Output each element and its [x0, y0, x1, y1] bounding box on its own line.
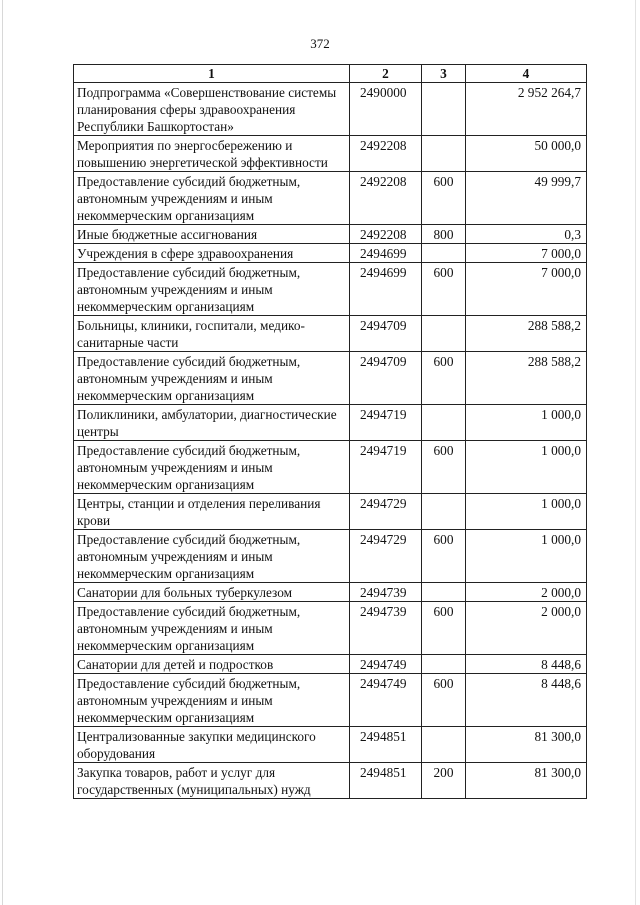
- row-code-cell: 2494709: [350, 352, 422, 405]
- row-amount-cell: 0,3: [466, 225, 587, 244]
- row-amount-cell: 7 000,0: [466, 244, 587, 263]
- row-name-cell: Закупка товаров, работ и услуг для государственных (муниципальных) нужд: [74, 763, 350, 799]
- table-row: [74, 763, 587, 799]
- row-type-cell: 200: [422, 763, 466, 799]
- row-amount-cell: 288 588,2: [466, 316, 587, 352]
- table-row: [74, 530, 587, 583]
- table-row: [74, 136, 587, 172]
- row-code-cell: 2494739: [350, 583, 422, 602]
- row-name-cell: Подпрограмма «Совершенствование системы планирования сферы здравоохранения Республики Башкортостан»: [74, 83, 350, 136]
- table-row: [74, 316, 587, 352]
- row-amount-cell: 8 448,6: [466, 674, 587, 727]
- row-amount-cell: 7 000,0: [466, 263, 587, 316]
- row-amount-cell: 2 952 264,7: [466, 83, 587, 136]
- row-type-cell: 600: [422, 352, 466, 405]
- table-row: [74, 602, 587, 655]
- table-header-row: [74, 65, 587, 83]
- page-number: 372: [310, 36, 330, 51]
- row-code-cell: 2494719: [350, 441, 422, 494]
- table-body: [74, 83, 587, 799]
- row-type-cell: [422, 316, 466, 352]
- row-name-cell: Предоставление субсидий бюджетным, автономным учреждениям и иным некоммерческим организациям: [74, 674, 350, 727]
- row-type-cell: 600: [422, 602, 466, 655]
- table-row: [74, 263, 587, 316]
- table-row: [74, 172, 587, 225]
- row-code-cell: 2494749: [350, 674, 422, 727]
- row-type-cell: [422, 583, 466, 602]
- header-col-1: 1: [74, 65, 350, 83]
- row-type-cell: 600: [422, 441, 466, 494]
- row-code-cell: 2492208: [350, 172, 422, 225]
- header-col-2: 2: [350, 65, 422, 83]
- row-code-cell: 2494739: [350, 602, 422, 655]
- row-type-cell: [422, 83, 466, 136]
- row-name-cell: Предоставление субсидий бюджетным, автономным учреждениям и иным некоммерческим организациям: [74, 352, 350, 405]
- row-name-cell: Предоставление субсидий бюджетным, автономным учреждениям и иным некоммерческим организациям: [74, 263, 350, 316]
- row-amount-cell: 81 300,0: [466, 727, 587, 763]
- row-code-cell: 2494729: [350, 530, 422, 583]
- row-name-cell: Предоставление субсидий бюджетным, автономным учреждениям и иным некоммерческим организациям: [74, 172, 350, 225]
- table-row: [74, 494, 587, 530]
- row-amount-cell: 1 000,0: [466, 530, 587, 583]
- header-col-3: 3: [422, 65, 466, 83]
- row-amount-cell: 49 999,7: [466, 172, 587, 225]
- row-code-cell: 2492208: [350, 136, 422, 172]
- row-code-cell: 2494749: [350, 655, 422, 674]
- row-name-cell: Центры, станции и отделения переливания крови: [74, 494, 350, 530]
- table-row: [74, 352, 587, 405]
- row-code-cell: 2494719: [350, 405, 422, 441]
- row-type-cell: [422, 136, 466, 172]
- row-code-cell: 2494851: [350, 763, 422, 799]
- table-row: [74, 83, 587, 136]
- scan-edge-right: [635, 0, 636, 905]
- row-type-cell: [422, 655, 466, 674]
- table-row: [74, 405, 587, 441]
- row-name-cell: Санатории для больных туберкулезом: [74, 583, 350, 602]
- table-row: [74, 225, 587, 244]
- row-amount-cell: 2 000,0: [466, 583, 587, 602]
- row-code-cell: 2494709: [350, 316, 422, 352]
- row-code-cell: 2494699: [350, 244, 422, 263]
- row-name-cell: Санатории для детей и подростков: [74, 655, 350, 674]
- row-amount-cell: 1 000,0: [466, 405, 587, 441]
- row-code-cell: 2494851: [350, 727, 422, 763]
- row-name-cell: Предоставление субсидий бюджетным, автономным учреждениям и иным некоммерческим организациям: [74, 530, 350, 583]
- row-name-cell: Предоставление субсидий бюджетным, автономным учреждениям и иным некоммерческим организациям: [74, 441, 350, 494]
- row-amount-cell: 1 000,0: [466, 494, 587, 530]
- row-type-cell: 600: [422, 263, 466, 316]
- row-amount-cell: 1 000,0: [466, 441, 587, 494]
- row-type-cell: 600: [422, 172, 466, 225]
- row-name-cell: Иные бюджетные ассигнования: [74, 225, 350, 244]
- row-code-cell: 2494729: [350, 494, 422, 530]
- row-name-cell: Мероприятия по энергосбережению и повышению энергетической эффективности: [74, 136, 350, 172]
- row-code-cell: 2492208: [350, 225, 422, 244]
- row-type-cell: 800: [422, 225, 466, 244]
- table-row: [74, 655, 587, 674]
- row-amount-cell: 8 448,6: [466, 655, 587, 674]
- row-amount-cell: 288 588,2: [466, 352, 587, 405]
- row-name-cell: Предоставление субсидий бюджетным, автономным учреждениям и иным некоммерческим организациям: [74, 602, 350, 655]
- row-name-cell: Поликлиники, амбулатории, диагностические центры: [74, 405, 350, 441]
- table-row: [74, 441, 587, 494]
- row-amount-cell: 81 300,0: [466, 763, 587, 799]
- row-type-cell: [422, 405, 466, 441]
- row-name-cell: Учреждения в сфере здравоохранения: [74, 244, 350, 263]
- budget-table: [73, 64, 587, 799]
- row-code-cell: 2490000: [350, 83, 422, 136]
- row-type-cell: [422, 244, 466, 263]
- row-name-cell: Больницы, клиники, госпитали, медико-санитарные части: [74, 316, 350, 352]
- row-type-cell: [422, 727, 466, 763]
- scan-edge-left: [2, 0, 3, 905]
- row-code-cell: 2494699: [350, 263, 422, 316]
- row-type-cell: [422, 494, 466, 530]
- table-row: [74, 583, 587, 602]
- table-row: [74, 727, 587, 763]
- row-type-cell: 600: [422, 674, 466, 727]
- table-row: [74, 674, 587, 727]
- row-name-cell: Централизованные закупки медицинского оборудования: [74, 727, 350, 763]
- header-col-4: 4: [466, 65, 587, 83]
- row-type-cell: 600: [422, 530, 466, 583]
- row-amount-cell: 2 000,0: [466, 602, 587, 655]
- row-amount-cell: 50 000,0: [466, 136, 587, 172]
- table-row: [74, 244, 587, 263]
